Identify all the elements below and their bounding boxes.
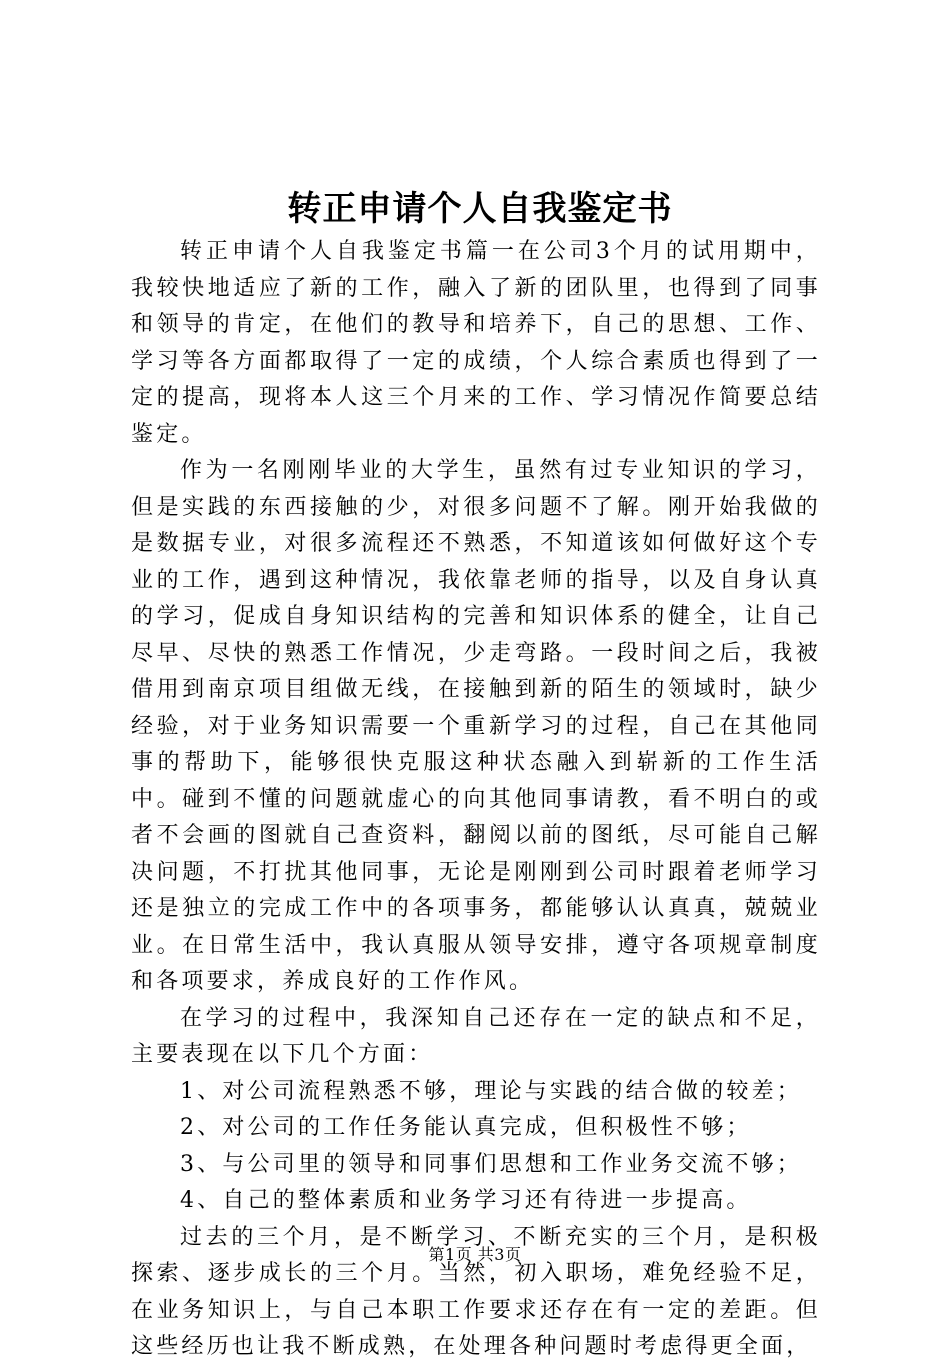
document-body [131, 234, 821, 1366]
paragraph-intro: 转正申请个人自我鉴定书篇一在公司3个月的试用期中，我较快地适应了新的工作，融入了新的团队里，也得到了同事和领导的肯定，在他们的教导和培养下，自己的思想、工作、学习等各方面都取得了一定的成绩，个人综合素质也得到了一定的提高，现将本人这三个月来的工作、学习情况作简要总结鉴定。 [131, 239, 821, 447]
paragraph-closing: 过去的三个月，是不断学习、不断充实的三个月，是积极探索、逐步成长的三个月。当然，初入职场，难免经验不足，在业务知识上，与自己本职工作要求还存在有一定的差距。但这些经历也让我不断成熟，在处理各种问题时考虑得更全面， [131, 1224, 821, 1359]
list-item: 3、与公司里的领导和同事们思想和工作业务交流不够； [180, 1151, 802, 1177]
list-item: 4、自己的整体素质和业务学习还有待进一步提高。 [180, 1188, 752, 1213]
paragraph-experience: 作为一名刚刚毕业的大学生，虽然有过专业知识的学习，但是实践的东西接触的少，对很多问题不了解。刚开始我做的是数据专业，对很多流程还不熟悉，不知道该如何做好这个专业的工作，遇到这种情况，我依靠老师的指导，以及自身认真的学习，促成自身知识结构的完善和知识体系的健全，让自己尽早、尽快的熟悉工作情况，少走弯路。一段时间之后，我被借用到南京项目组做无线，在接触到新的陌生的领域时，缺少经验，对于业务知识需要一个重新学习的过程，自己在其他同事的帮助下，能够很快克服这种状态融入到崭新的工作生活中。碰到不懂的问题就虚心的向其他同事请教，看不明白的或者不会画的图就自己查资料，翻阅以前的图纸，尽可能自己解决问题，不打扰其他同事，无论是刚刚到公司时跟着老师学习还是独立的完成工作中的各项事务，都能够认认真真，兢兢业业。在日常生活中，我认真服从领导安排，遵守各项规章制度和各项要求，养成良好的工作作风。 [131, 458, 821, 994]
list-item: 1、对公司流程熟悉不够，理论与实践的结合做的较差； [180, 1078, 802, 1104]
page-number-footer: 第1页 共3页 [428, 1245, 522, 1264]
document-title: 转正申请个人自我鉴定书 [287, 189, 673, 229]
list-item: 2、对公司的工作任务能认真完成，但积极性不够； [180, 1115, 752, 1140]
paragraph-shortcomings: 在学习的过程中，我深知自己还存在一定的缺点和不足，主要表现在以下几个方面： [131, 1005, 821, 1067]
